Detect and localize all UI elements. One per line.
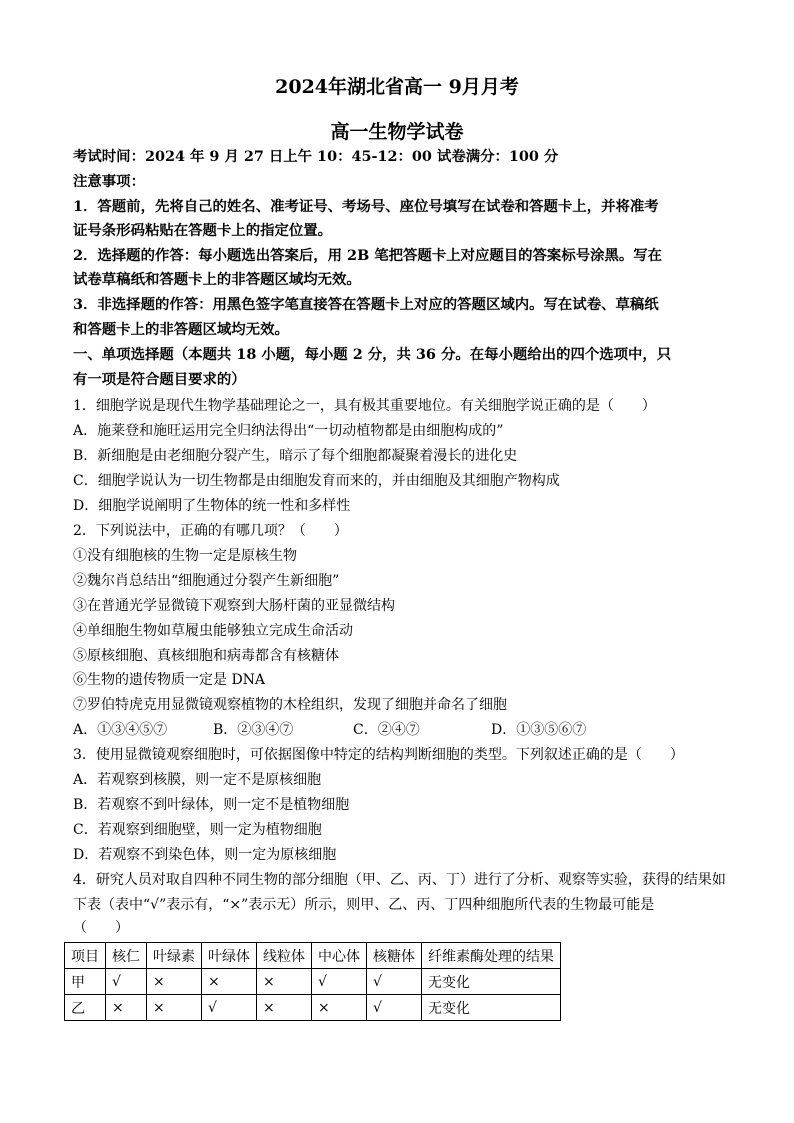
- question-2-statement: ②魏尔肖总结出“细胞通过分裂产生新细胞”: [73, 573, 340, 589]
- question-2-statement: ①没有细胞核的生物一定是原核生物: [73, 548, 297, 564]
- cell-comparison-table: [64, 942, 561, 1021]
- table-header-row: [65, 943, 561, 969]
- table-cell: ×: [202, 969, 257, 995]
- question-2-option-c: C．②④⑦: [353, 722, 420, 738]
- question-2-option-b: B．②③④⑦: [213, 722, 294, 738]
- table-header-cell: 核糖体: [367, 943, 422, 969]
- table-cell: ×: [147, 995, 202, 1021]
- notice-heading: 注意事项：: [73, 173, 145, 190]
- notice-line: 和答题卡上的非答题区域均无效。: [73, 321, 289, 338]
- question-2-statement: ⑤原核细胞、真核细胞和病毒都含有核糖体: [73, 648, 339, 664]
- table-cell: √: [312, 969, 367, 995]
- table-cell: 无变化: [422, 995, 561, 1021]
- table-cell: ×: [257, 969, 312, 995]
- table-cell: ×: [106, 995, 147, 1021]
- question-1-option-a: A．施莱登和施旺运用完全归纳法得出“一切动植物都是由细胞构成的”: [73, 423, 504, 439]
- section-heading: 有一项是符合题目要求的）: [73, 371, 246, 388]
- table-cell: 甲: [65, 969, 106, 995]
- question-1-option-d: D．细胞学说阐明了生物体的统一性和多样性: [73, 498, 351, 514]
- notice-line: 1．答题前，先将自己的姓名、准考证号、考场号、座位号填写在试卷和答题卡上，并将准考: [73, 198, 659, 215]
- question-2-statement: ⑦罗伯特虎克用显微镜观察植物的木栓组织，发现了细胞并命名了细胞: [73, 697, 507, 713]
- question-2-option-a: A．①③④⑤⑦: [73, 722, 168, 738]
- exam-title: 2024年湖北省高一 9月月考: [275, 76, 519, 98]
- table-header-cell: 中心体: [312, 943, 367, 969]
- table-cell: √: [367, 969, 422, 995]
- exam-info: 考试时间：2024 年 9 月 27 日上午 10：45-12：00 试卷满分：100 分: [73, 148, 559, 165]
- table-cell: ×: [257, 995, 312, 1021]
- table-cell: 乙: [65, 995, 106, 1021]
- question-2-statement: ④单细胞生物如草履虫能够独立完成生命活动: [73, 623, 353, 639]
- table-cell: √: [106, 969, 147, 995]
- table-cell: ×: [147, 969, 202, 995]
- table-header-cell: 叶绿素: [147, 943, 202, 969]
- table-cell: √: [202, 995, 257, 1021]
- table-row: [65, 969, 561, 995]
- question-1-option-b: B．新细胞是由老细胞分裂产生，暗示了每个细胞都凝聚着漫长的进化史: [73, 448, 518, 464]
- notice-line: 证号条形码粘贴在答题卡上的指定位置。: [73, 222, 333, 239]
- table-header-cell: 线粒体: [257, 943, 312, 969]
- table-cell: 无变化: [422, 969, 561, 995]
- question-2-stem: 2．下列说法中，正确的有哪几项？（ ）: [73, 523, 348, 539]
- table-header-cell: 核仁: [106, 943, 147, 969]
- question-1-stem: 1．细胞学说是现代生物学基础理论之一，具有极其重要地位。有关细胞学说正确的是（ ）: [73, 398, 656, 414]
- question-2-option-d: D．①③⑤⑥⑦: [491, 722, 587, 738]
- exam-subtitle: 高一生物学试卷: [330, 121, 464, 143]
- question-3-option-c: C．若观察到细胞壁，则一定为植物细胞: [73, 822, 322, 838]
- question-1-option-c: C．细胞学说认为一切生物都是由细胞发育而来的，并由细胞及其细胞产物构成: [73, 473, 560, 489]
- question-3-option-d: D．若观察不到染色体，则一定为原核细胞: [73, 847, 337, 863]
- question-2-statement: ⑥生物的遗传物质一定是 DNA: [73, 672, 266, 688]
- table-cell: ×: [312, 995, 367, 1021]
- question-2-statement: ③在普通光学显微镜下观察到大肠杆菌的亚显微结构: [73, 598, 395, 614]
- notice-line: 试卷草稿纸和答题卡上的非答题区域均无效。: [73, 271, 361, 288]
- question-4-stem: 下表（表中“√”表示有，“×”表示无）所示，则甲、乙、丙、丁四种细胞所代表的生物最可能是: [73, 897, 655, 913]
- notice-line: 2．选择题的作答：每小题选出答案后，用 2B 笔把答题卡上对应题目的答案标号涂黑。写在: [73, 247, 663, 264]
- question-4-stem: 4．研究人员对取自四种不同生物的部分细胞（甲、乙、丙、丁）进行了分析、观察等实验，获得的结果如: [73, 872, 726, 888]
- question-3-option-b: B．若观察不到叶绿体，则一定不是植物细胞: [73, 797, 350, 813]
- section-heading: 一、单项选择题（本题共 18 小题，每小题 2 分，共 36 分。在每小题给出的四个选项中，只: [73, 346, 672, 363]
- question-3-stem: 3．使用显微镜观察细胞时，可依据图像中特定的结构判断细胞的类型。下列叙述正确的是（ ）: [73, 747, 684, 763]
- table-row: [65, 995, 561, 1021]
- question-3-option-a: A．若观察到核膜，则一定不是原核细胞: [73, 772, 322, 788]
- table-header-cell: 项目: [65, 943, 106, 969]
- notice-line: 3．非选择题的作答：用黑色签字笔直接答在答题卡上对应的答题区域内。写在试卷、草稿纸: [73, 296, 659, 313]
- table-cell: √: [367, 995, 422, 1021]
- table-header-cell: 叶绿体: [202, 943, 257, 969]
- question-4-stem: （ ）: [73, 920, 129, 936]
- table-header-cell: 纤维素酶处理的结果: [422, 943, 561, 969]
